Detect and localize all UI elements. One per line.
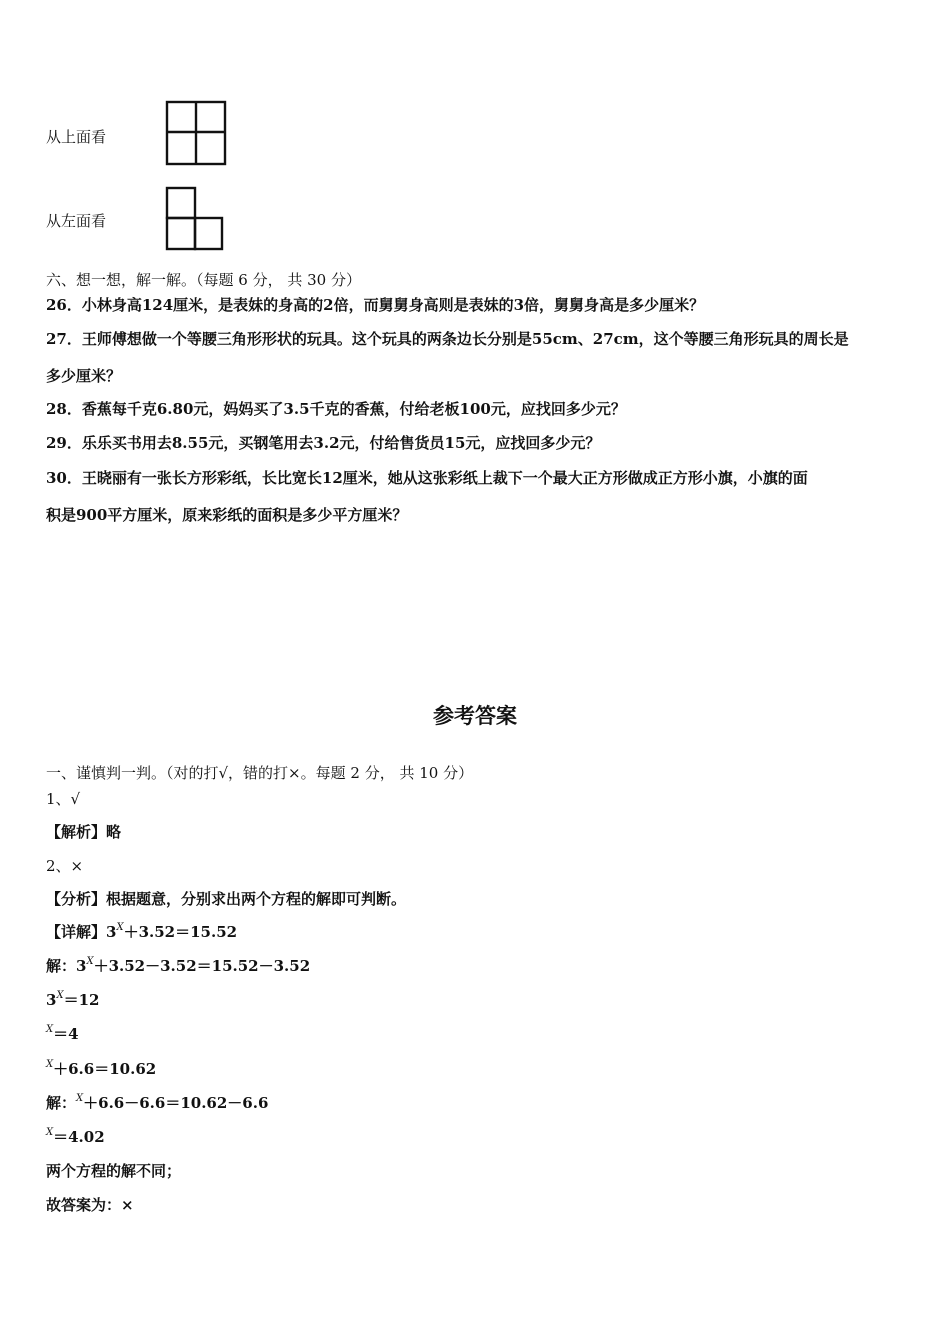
detail-equation: ＋3.52＝15.52 — [123, 923, 238, 941]
step4-equation: ＋6.6＝10.62 — [53, 1060, 157, 1078]
left-view-bottom-right-square — [195, 218, 222, 249]
left-view-bottom-left-square — [167, 218, 195, 249]
step5-prefix: 解： — [46, 1094, 77, 1112]
question-30-line1: 30．王晓丽有一张长方形彩纸，长比宽长12厘米，她从这张彩纸上裁下一个最大正方形做成正方形小旗，小旗的面 — [46, 469, 808, 487]
conclusion-text: 两个方程的解不同； — [46, 1162, 182, 1180]
solution-step-6 — [46, 1127, 105, 1150]
x-variable: X — [46, 1127, 54, 1138]
answers-heading: 参考答案 — [433, 704, 517, 728]
solution-step-1 — [46, 956, 310, 979]
answers-section1-title: 一、谨慎判一判。（对的打√，错的打×。每题 2 分， 共 10 分） — [46, 764, 474, 782]
step6-equation: ＝4.02 — [53, 1128, 105, 1146]
step2-equation: ＝12 — [63, 991, 100, 1009]
answer-1: 1、√ — [46, 790, 81, 808]
question-29: 29．乐乐买书用去8.55元，买钢笔用去3.2元，付给售货员15元，应找回多少元？ — [46, 434, 601, 452]
solution-step-3 — [46, 1024, 79, 1047]
step5-equation: ＋6.6－6.6＝10.62－6.6 — [83, 1094, 269, 1112]
answer-1-analysis: 【解析】略 — [46, 823, 122, 841]
answer-2: 2、× — [46, 857, 84, 875]
question-27-line2: 多少厘米？ — [46, 367, 122, 385]
left-view-top-square — [167, 188, 195, 218]
top-view-figure — [164, 100, 228, 168]
step1-equation: ＋3.52－3.52＝15.52－3.52 — [93, 957, 311, 975]
answer-2-analysis: 【分析】根据题意，分别求出两个方程的解即可判断。 — [46, 890, 407, 908]
x-variable: X — [46, 1024, 54, 1035]
step2-prefix: 3 — [46, 991, 57, 1009]
solution-step-2 — [46, 990, 99, 1013]
x-variable: X — [46, 1059, 54, 1070]
question-27-line1: 27．王师傅想做一个等腰三角形形状的玩具。这个玩具的两条边长分别是55cm、27cm，这个等腰三角形玩具的周长是 — [46, 330, 849, 348]
section6-title: 六、想一想，解一解。（每题 6 分， 共 30 分） — [46, 271, 361, 289]
step3-equation: ＝4 — [53, 1025, 79, 1043]
x-variable: X — [86, 956, 94, 967]
solution-step-4 — [46, 1059, 156, 1082]
question-28: 28．香蕉每千克6.80元，妈妈买了3.5千克的香蕉，付给老板100元，应找回多少元？ — [46, 400, 626, 418]
final-answer: 故答案为：× — [46, 1196, 134, 1214]
question-26: 26．小林身高124厘米，是表妹的身高的2倍，而舅舅身高则是表妹的3倍，舅舅身高是多少厘米？ — [46, 296, 705, 314]
top-view-label: 从上面看 — [46, 128, 107, 146]
left-view-figure — [164, 185, 226, 253]
x-variable: X — [56, 990, 64, 1001]
question-30-line2: 积是900平方厘米，原来彩纸的面积是多少平方厘米？ — [46, 506, 408, 524]
answer-2-detail — [46, 922, 237, 945]
solution-step-5 — [46, 1093, 268, 1116]
step1-prefix: 解：3 — [46, 957, 87, 975]
x-variable: X — [116, 922, 124, 933]
left-view-label: 从左面看 — [46, 212, 107, 230]
x-variable: X — [76, 1093, 84, 1104]
detail-label: 【详解】3 — [46, 923, 117, 941]
